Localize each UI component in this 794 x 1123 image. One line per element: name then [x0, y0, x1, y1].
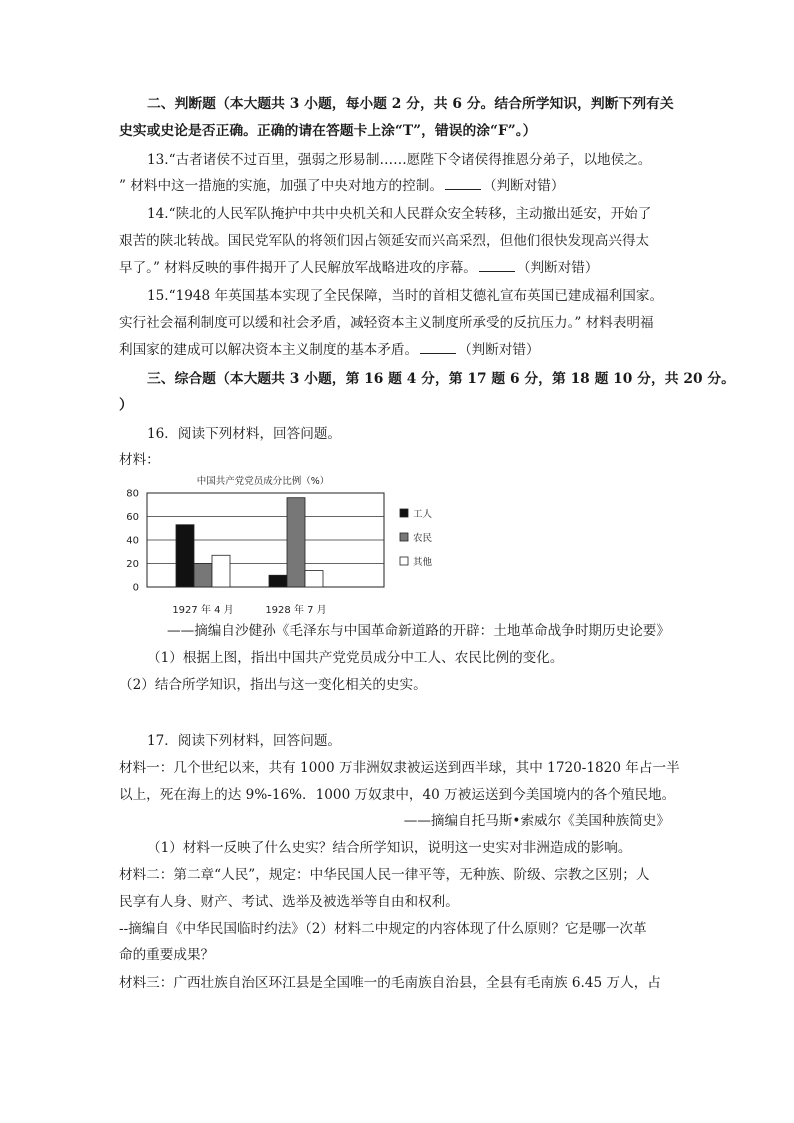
- q16-source: ——摘编自沙健孙《毛泽东与中国革命新道路的开辟：土地革命战争时期历史论要》: [167, 623, 670, 639]
- section2-heading: 二、判断题（本大题共 3 小题，每小题 2 分，共 6 分。结合所学知识，判断下列有关: [147, 96, 674, 112]
- q15-line2: 实行社会福利制度可以缓和社会矛盾，减轻资本主义制度所承受的反抗压力。” 材料表明福: [119, 315, 654, 331]
- q15-suffix: （判断对错）: [458, 342, 540, 358]
- q17-material1-source: ——摘编自托马斯•索威尔《美国种族简史》: [403, 813, 670, 829]
- q14-line2: 艰苦的陕北转战。国民党军队的将领们因占领延安而兴高采烈，但他们很快发现高兴得太: [119, 233, 650, 249]
- q15-line1: 15.“1948 年英国基本实现了全民保障，当时的首相艾德礼宣布英国已建成福利国家。: [147, 288, 664, 304]
- y-tick-label: 0: [132, 582, 139, 594]
- q15-line3: [119, 341, 540, 359]
- q14-line3: [119, 259, 598, 277]
- party-composition-chart: [118, 473, 448, 621]
- chart-title: 中国共产党党员成分比例（%）: [196, 476, 330, 487]
- q17-material2-line4: 命的重要成果？: [119, 947, 215, 963]
- y-tick-label: 60: [126, 512, 139, 523]
- y-tick-label: 20: [126, 559, 139, 570]
- chart-legend: [400, 508, 433, 568]
- legend-label: 农民: [413, 533, 433, 544]
- section3-heading: 三、综合题（本大题共 3 小题，第 16 题 4 分，第 17 题 6 分，第 18 题 10 分，共 20 分。: [147, 371, 735, 387]
- section2-heading-cont: 史实或史论是否正确。正确的请在答题卡上涂“T”，错误的涂“F”。）: [119, 123, 537, 139]
- q17-material1-line2: 以上，死在海上的达 9%-16%．1000 万奴隶中，40 万被运送到今美国境内的各个殖民地。: [119, 787, 676, 803]
- x-tick-label: 1927 年 4 月: [172, 605, 234, 616]
- bar-工人-1: [269, 575, 287, 587]
- q14-suffix: （判断对错）: [516, 260, 599, 276]
- q14-line1: 14.“陕北的人民军队掩护中共中央机关和人民群众安全转移，主动撤出延安，开始了: [147, 206, 652, 222]
- bar-其他-1: [305, 571, 323, 587]
- q13-suffix: （判断对错）: [482, 178, 565, 194]
- q13-line1: 13.“古者诸侯不过百里，强弱之形易制……愿陛下令诸侯得推恩分弟子，以地侯之。: [147, 152, 652, 168]
- q16-material-label: 材料：: [119, 452, 160, 468]
- x-tick-label: 1928 年 7 月: [265, 605, 327, 616]
- q17-sub1: （1）材料一反映了什么史实？结合所学知识，说明这一史实对非洲造成的影响。: [147, 840, 632, 856]
- legend-swatch: [400, 509, 408, 517]
- q15-text: 利国家的建成可以解决资本主义制度的基本矛盾。: [119, 342, 419, 358]
- q17-material2-line1: 材料二：第二章“人民”，规定：中华民国人民一律平等，无种族、阶级、宗教之区别；人: [119, 867, 650, 883]
- q15-answer-blank: [420, 341, 456, 354]
- q17-material2-line2: 民享有人身、财产、考试、选举及被选举等自由和权利。: [119, 894, 459, 910]
- legend-label: 其他: [413, 557, 433, 568]
- q17-intro: 17．阅读下列材料，回答问题。: [147, 733, 342, 749]
- legend-swatch: [400, 533, 408, 541]
- bar-农民-1: [287, 498, 305, 587]
- q14-text: 早了。” 材料反映的事件揭开了人民解放军战略进攻的序幕。: [119, 260, 477, 276]
- bar-农民-0: [194, 564, 212, 588]
- q16-intro: 16．阅读下列材料，回答问题。: [147, 426, 342, 442]
- q13-text: ” 材料中这一措施的实施，加强了中央对地方的控制。: [119, 178, 443, 194]
- q17-material2-line3: --摘编自《中华民国临时约法》（2）材料二中规定的内容体现了什么原则？它是哪一次革: [119, 921, 647, 937]
- chart-bars: [176, 498, 323, 587]
- y-tick-label: 40: [126, 535, 139, 547]
- q17-material3-line1: 材料三：广西壮族自治区环江县是全国唯一的毛南族自治县，全县有毛南族 6.45 万人，占: [119, 975, 661, 991]
- q17-material1-line1: 材料一：几个世纪以来，共有 1000 万非洲奴隶被运送到西半球，其中 1720-1820 年占一半: [119, 760, 680, 776]
- section3-heading-cont: ）: [119, 397, 133, 413]
- q14-answer-blank: [479, 259, 515, 272]
- q16-sub1: （1）根据上图，指出中国共产党党员成分中工人、农民比例的变化。: [147, 650, 564, 666]
- y-tick-label: 80: [126, 488, 139, 500]
- q16-sub2: （2）结合所学知识，指出与这一变化相关的史实。: [119, 677, 427, 693]
- bar-其他-0: [212, 555, 230, 587]
- legend-label: 工人: [413, 509, 433, 520]
- chart-y-ticks: [126, 489, 139, 594]
- bar-工人-0: [176, 525, 194, 587]
- q13-line2: [119, 177, 565, 195]
- legend-swatch: [400, 557, 408, 565]
- chart-x-ticks: [172, 603, 326, 616]
- q13-answer-blank: [445, 177, 481, 190]
